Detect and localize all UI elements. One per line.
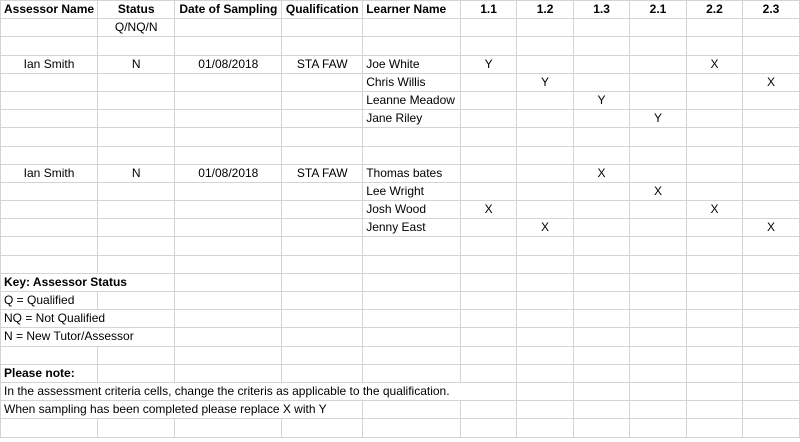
cell[interactable] [517,19,574,37]
cell[interactable] [517,401,574,419]
key-row [1,310,800,328]
blank-row [1,346,800,364]
cell[interactable] [630,146,687,164]
table-row [1,110,800,128]
cell[interactable] [98,201,175,219]
cell[interactable] [686,419,742,437]
cell[interactable] [98,110,175,128]
criteria-cell[interactable] [517,182,574,200]
cell[interactable] [574,255,630,273]
key-title[interactable]: Key: Assessor Status [1,273,175,291]
cell[interactable] [98,182,175,200]
criteria-cell[interactable] [686,73,742,91]
criteria-cell[interactable] [461,182,517,200]
cell[interactable] [630,328,687,346]
cell[interactable] [742,382,799,400]
cell[interactable] [175,110,282,128]
table-row [1,164,800,182]
cell[interactable] [1,255,98,273]
header-learner-name[interactable]: Learner Name [363,1,461,19]
cell[interactable] [363,346,461,364]
header-status-sub[interactable]: Q/NQ/N [98,19,175,37]
cell[interactable] [1,91,98,109]
cell[interactable] [742,328,799,346]
cell[interactable] [574,364,630,382]
blank-row [1,255,800,273]
criteria-cell[interactable]: X [574,164,630,182]
criteria-cell[interactable] [517,91,574,109]
criteria-cell[interactable] [630,201,687,219]
cell[interactable] [175,328,282,346]
cell[interactable] [742,19,799,37]
criteria-cell[interactable] [461,110,517,128]
cell[interactable] [742,346,799,364]
cell[interactable] [1,110,98,128]
criteria-cell[interactable] [686,219,742,237]
cell[interactable] [742,128,799,146]
cell[interactable] [517,37,574,55]
criteria-cell[interactable] [461,91,517,109]
criteria-cell[interactable]: X [461,201,517,219]
cell[interactable] [98,128,175,146]
cell[interactable] [282,346,363,364]
cell[interactable] [98,219,175,237]
cell[interactable] [461,292,517,310]
cell[interactable] [517,128,574,146]
criteria-cell[interactable] [742,110,799,128]
cell[interactable] [461,255,517,273]
criteria-cell[interactable]: Y [630,110,687,128]
cell[interactable] [363,255,461,273]
cell[interactable] [461,328,517,346]
header-criteria-2-3[interactable]: 2.3 [742,1,799,19]
blank-row [1,128,800,146]
cell[interactable] [574,382,630,400]
cell[interactable] [742,146,799,164]
cell[interactable] [461,273,517,291]
cell[interactable] [742,292,799,310]
criteria-cell[interactable] [630,164,687,182]
cell[interactable] [175,255,282,273]
key-row [1,273,800,291]
cell[interactable] [574,128,630,146]
cell[interactable] [282,310,363,328]
cell[interactable] [686,401,742,419]
cell[interactable] [98,364,175,382]
cell[interactable] [574,419,630,437]
cell[interactable] [175,364,282,382]
criteria-cell[interactable] [574,73,630,91]
cell[interactable] [461,37,517,55]
cell[interactable] [1,346,98,364]
key-row [1,328,800,346]
cell[interactable] [517,273,574,291]
cell[interactable] [574,37,630,55]
cell[interactable] [742,237,799,255]
cell[interactable] [686,255,742,273]
cell[interactable] [630,292,687,310]
cell[interactable] [282,128,363,146]
cell[interactable] [175,219,282,237]
cell[interactable] [1,37,98,55]
cell[interactable] [1,73,98,91]
cell[interactable] [630,128,687,146]
cell[interactable] [686,128,742,146]
cell[interactable] [363,401,461,419]
cell[interactable] [1,146,98,164]
cell[interactable] [461,237,517,255]
date-cell[interactable]: 01/08/2018 [175,55,282,73]
cell[interactable] [574,401,630,419]
criteria-cell[interactable] [461,219,517,237]
header-assessor-name[interactable]: Assessor Name [1,1,98,19]
cell[interactable] [630,37,687,55]
cell[interactable] [630,19,687,37]
criteria-cell[interactable] [461,73,517,91]
criteria-cell[interactable]: Y [461,55,517,73]
cell[interactable] [282,146,363,164]
cell[interactable] [98,37,175,55]
cell[interactable] [517,292,574,310]
cell[interactable] [630,273,687,291]
cell[interactable] [461,364,517,382]
cell[interactable] [175,73,282,91]
cell[interactable] [1,19,98,37]
learner-name-cell[interactable]: Joe White [363,55,461,73]
header-criteria-2-2[interactable]: 2.2 [686,1,742,19]
cell[interactable] [574,146,630,164]
cell[interactable] [517,237,574,255]
cell[interactable] [98,346,175,364]
cell[interactable] [98,255,175,273]
blank-row [1,237,800,255]
key-not-qualified[interactable]: NQ = Not Qualified [1,310,175,328]
header-status[interactable]: Status [98,1,175,19]
cell[interactable] [175,91,282,109]
cell[interactable] [175,292,282,310]
cell[interactable] [363,128,461,146]
learner-name-cell[interactable]: Leanne Meadow [363,91,461,109]
table-row [1,219,800,237]
cell[interactable] [574,346,630,364]
cell[interactable] [742,364,799,382]
cell[interactable] [98,419,175,437]
criteria-cell[interactable] [742,182,799,200]
assessor-name-cell[interactable]: Ian Smith [1,55,98,73]
cell[interactable] [686,346,742,364]
note-line-criteria[interactable]: In the assessment criteria cells, change the criteris as applicable to the qualification. [1,382,517,400]
criteria-cell[interactable] [686,182,742,200]
cell[interactable] [363,292,461,310]
cell[interactable] [686,310,742,328]
cell[interactable] [98,73,175,91]
criteria-cell[interactable] [630,55,687,73]
cell[interactable] [742,273,799,291]
cell[interactable] [461,310,517,328]
assessor-name-cell[interactable]: Ian Smith [1,164,98,182]
criteria-cell[interactable]: Y [574,91,630,109]
cell[interactable] [461,401,517,419]
cell[interactable] [282,364,363,382]
criteria-cell[interactable]: Y [517,73,574,91]
cell[interactable] [282,237,363,255]
criteria-cell[interactable] [630,73,687,91]
cell[interactable] [574,310,630,328]
cell[interactable] [175,201,282,219]
criteria-cell[interactable] [686,164,742,182]
criteria-cell[interactable]: X [630,182,687,200]
cell[interactable] [461,419,517,437]
cell[interactable] [1,219,98,237]
qualification-cell[interactable]: STA FAW [282,55,363,73]
cell[interactable] [630,419,687,437]
cell[interactable] [282,219,363,237]
key-row [1,292,800,310]
cell[interactable] [686,364,742,382]
cell[interactable] [742,419,799,437]
cell[interactable] [1,419,98,437]
cell[interactable] [282,292,363,310]
cell[interactable] [686,328,742,346]
cell[interactable] [363,364,461,382]
cell[interactable] [686,273,742,291]
learner-name-cell[interactable]: Jenny East [363,219,461,237]
cell[interactable] [461,146,517,164]
criteria-cell[interactable] [574,219,630,237]
learner-name-cell[interactable]: Jane Riley [363,110,461,128]
note-row [1,382,800,400]
cell[interactable] [686,237,742,255]
criteria-cell[interactable] [574,201,630,219]
criteria-cell[interactable] [630,219,687,237]
cell[interactable] [363,273,461,291]
cell[interactable] [282,273,363,291]
cell[interactable] [175,37,282,55]
criteria-cell[interactable] [517,201,574,219]
header-subrow [1,19,800,37]
cell[interactable] [175,128,282,146]
criteria-cell[interactable]: X [742,219,799,237]
cell[interactable] [574,328,630,346]
cell[interactable] [517,382,574,400]
cell[interactable] [363,310,461,328]
learner-name-cell[interactable]: Lee Wright [363,182,461,200]
cell[interactable] [1,237,98,255]
cell[interactable] [363,328,461,346]
criteria-cell[interactable] [574,110,630,128]
criteria-cell[interactable]: X [517,219,574,237]
cell[interactable] [363,19,461,37]
cell[interactable] [282,19,363,37]
table-row [1,91,800,109]
cell[interactable] [461,19,517,37]
cell[interactable] [461,346,517,364]
cell[interactable] [630,310,687,328]
cell[interactable] [282,182,363,200]
cell[interactable] [1,128,98,146]
cell[interactable] [98,91,175,109]
cell[interactable] [630,364,687,382]
cell[interactable] [517,255,574,273]
cell[interactable] [282,328,363,346]
criteria-cell[interactable] [517,164,574,182]
cell[interactable] [686,146,742,164]
cell[interactable] [175,146,282,164]
key-new-tutor[interactable]: N = New Tutor/Assessor [1,328,175,346]
cell[interactable] [686,292,742,310]
header-date-of-sampling[interactable]: Date of Sampling [175,1,282,19]
cell[interactable] [517,364,574,382]
status-cell[interactable]: N [98,164,175,182]
criteria-cell[interactable]: X [686,201,742,219]
note-row [1,401,800,419]
note-row [1,364,800,382]
header-qualification[interactable]: Qualification [282,1,363,19]
cell[interactable] [175,237,282,255]
key-qualified[interactable]: Q = Qualified [1,292,98,310]
cell[interactable] [175,182,282,200]
cell[interactable] [1,201,98,219]
criteria-cell[interactable]: X [686,55,742,73]
cell[interactable] [686,382,742,400]
cell[interactable] [630,401,687,419]
criteria-cell[interactable] [574,182,630,200]
cell[interactable] [742,255,799,273]
cell[interactable] [517,310,574,328]
learner-name-cell[interactable]: Chris Willis [363,73,461,91]
header-criteria-2-1[interactable]: 2.1 [630,1,687,19]
cell[interactable] [98,292,175,310]
cell[interactable] [686,19,742,37]
cell[interactable] [461,128,517,146]
table-row [1,182,800,200]
cell[interactable] [630,346,687,364]
criteria-cell[interactable]: X [742,73,799,91]
cell[interactable] [282,37,363,55]
criteria-cell[interactable] [517,110,574,128]
status-cell[interactable]: N [98,55,175,73]
cell[interactable] [175,346,282,364]
criteria-cell[interactable] [686,91,742,109]
criteria-cell[interactable] [742,91,799,109]
criteria-cell[interactable] [742,164,799,182]
table-row [1,55,800,73]
header-row [1,1,800,19]
cell[interactable] [282,419,363,437]
criteria-cell[interactable] [630,91,687,109]
cell[interactable] [363,146,461,164]
date-cell[interactable]: 01/08/2018 [175,164,282,182]
qualification-cell[interactable]: STA FAW [282,164,363,182]
header-criteria-1-2[interactable]: 1.2 [517,1,574,19]
cell[interactable] [574,292,630,310]
cell[interactable] [574,237,630,255]
cell[interactable] [98,237,175,255]
learner-name-cell[interactable]: Thomas bates [363,164,461,182]
cell[interactable] [363,237,461,255]
learner-name-cell[interactable]: Josh Wood [363,201,461,219]
cell[interactable] [175,273,282,291]
cell[interactable] [363,419,461,437]
note-title[interactable]: Please note: [1,364,98,382]
table-row [1,73,800,91]
cell[interactable] [630,382,687,400]
cell[interactable] [630,255,687,273]
cell[interactable] [517,419,574,437]
cell[interactable] [282,110,363,128]
header-criteria-1-1[interactable]: 1.1 [461,1,517,19]
blank-row [1,37,800,55]
cell[interactable] [742,310,799,328]
cell[interactable] [517,328,574,346]
cell[interactable] [742,401,799,419]
criteria-cell[interactable] [574,55,630,73]
criteria-cell[interactable] [517,55,574,73]
cell[interactable] [686,37,742,55]
cell[interactable] [175,310,282,328]
criteria-cell[interactable] [742,55,799,73]
cell[interactable] [574,19,630,37]
criteria-cell[interactable] [742,201,799,219]
cell[interactable] [517,146,574,164]
cell[interactable] [282,91,363,109]
blank-row [1,146,800,164]
cell[interactable] [742,37,799,55]
cell[interactable] [363,37,461,55]
cell[interactable] [1,182,98,200]
cell[interactable] [517,346,574,364]
criteria-cell[interactable] [686,110,742,128]
cell[interactable] [282,255,363,273]
blank-row [1,419,800,437]
cell[interactable] [282,73,363,91]
header-criteria-1-3[interactable]: 1.3 [574,1,630,19]
cell[interactable] [175,419,282,437]
cell[interactable] [282,201,363,219]
cell[interactable] [175,19,282,37]
criteria-cell[interactable] [461,164,517,182]
table-row [1,201,800,219]
cell[interactable] [574,273,630,291]
note-line-sampling[interactable]: When sampling has been completed please replace X with Y [1,401,363,419]
cell[interactable] [98,146,175,164]
cell[interactable] [630,237,687,255]
